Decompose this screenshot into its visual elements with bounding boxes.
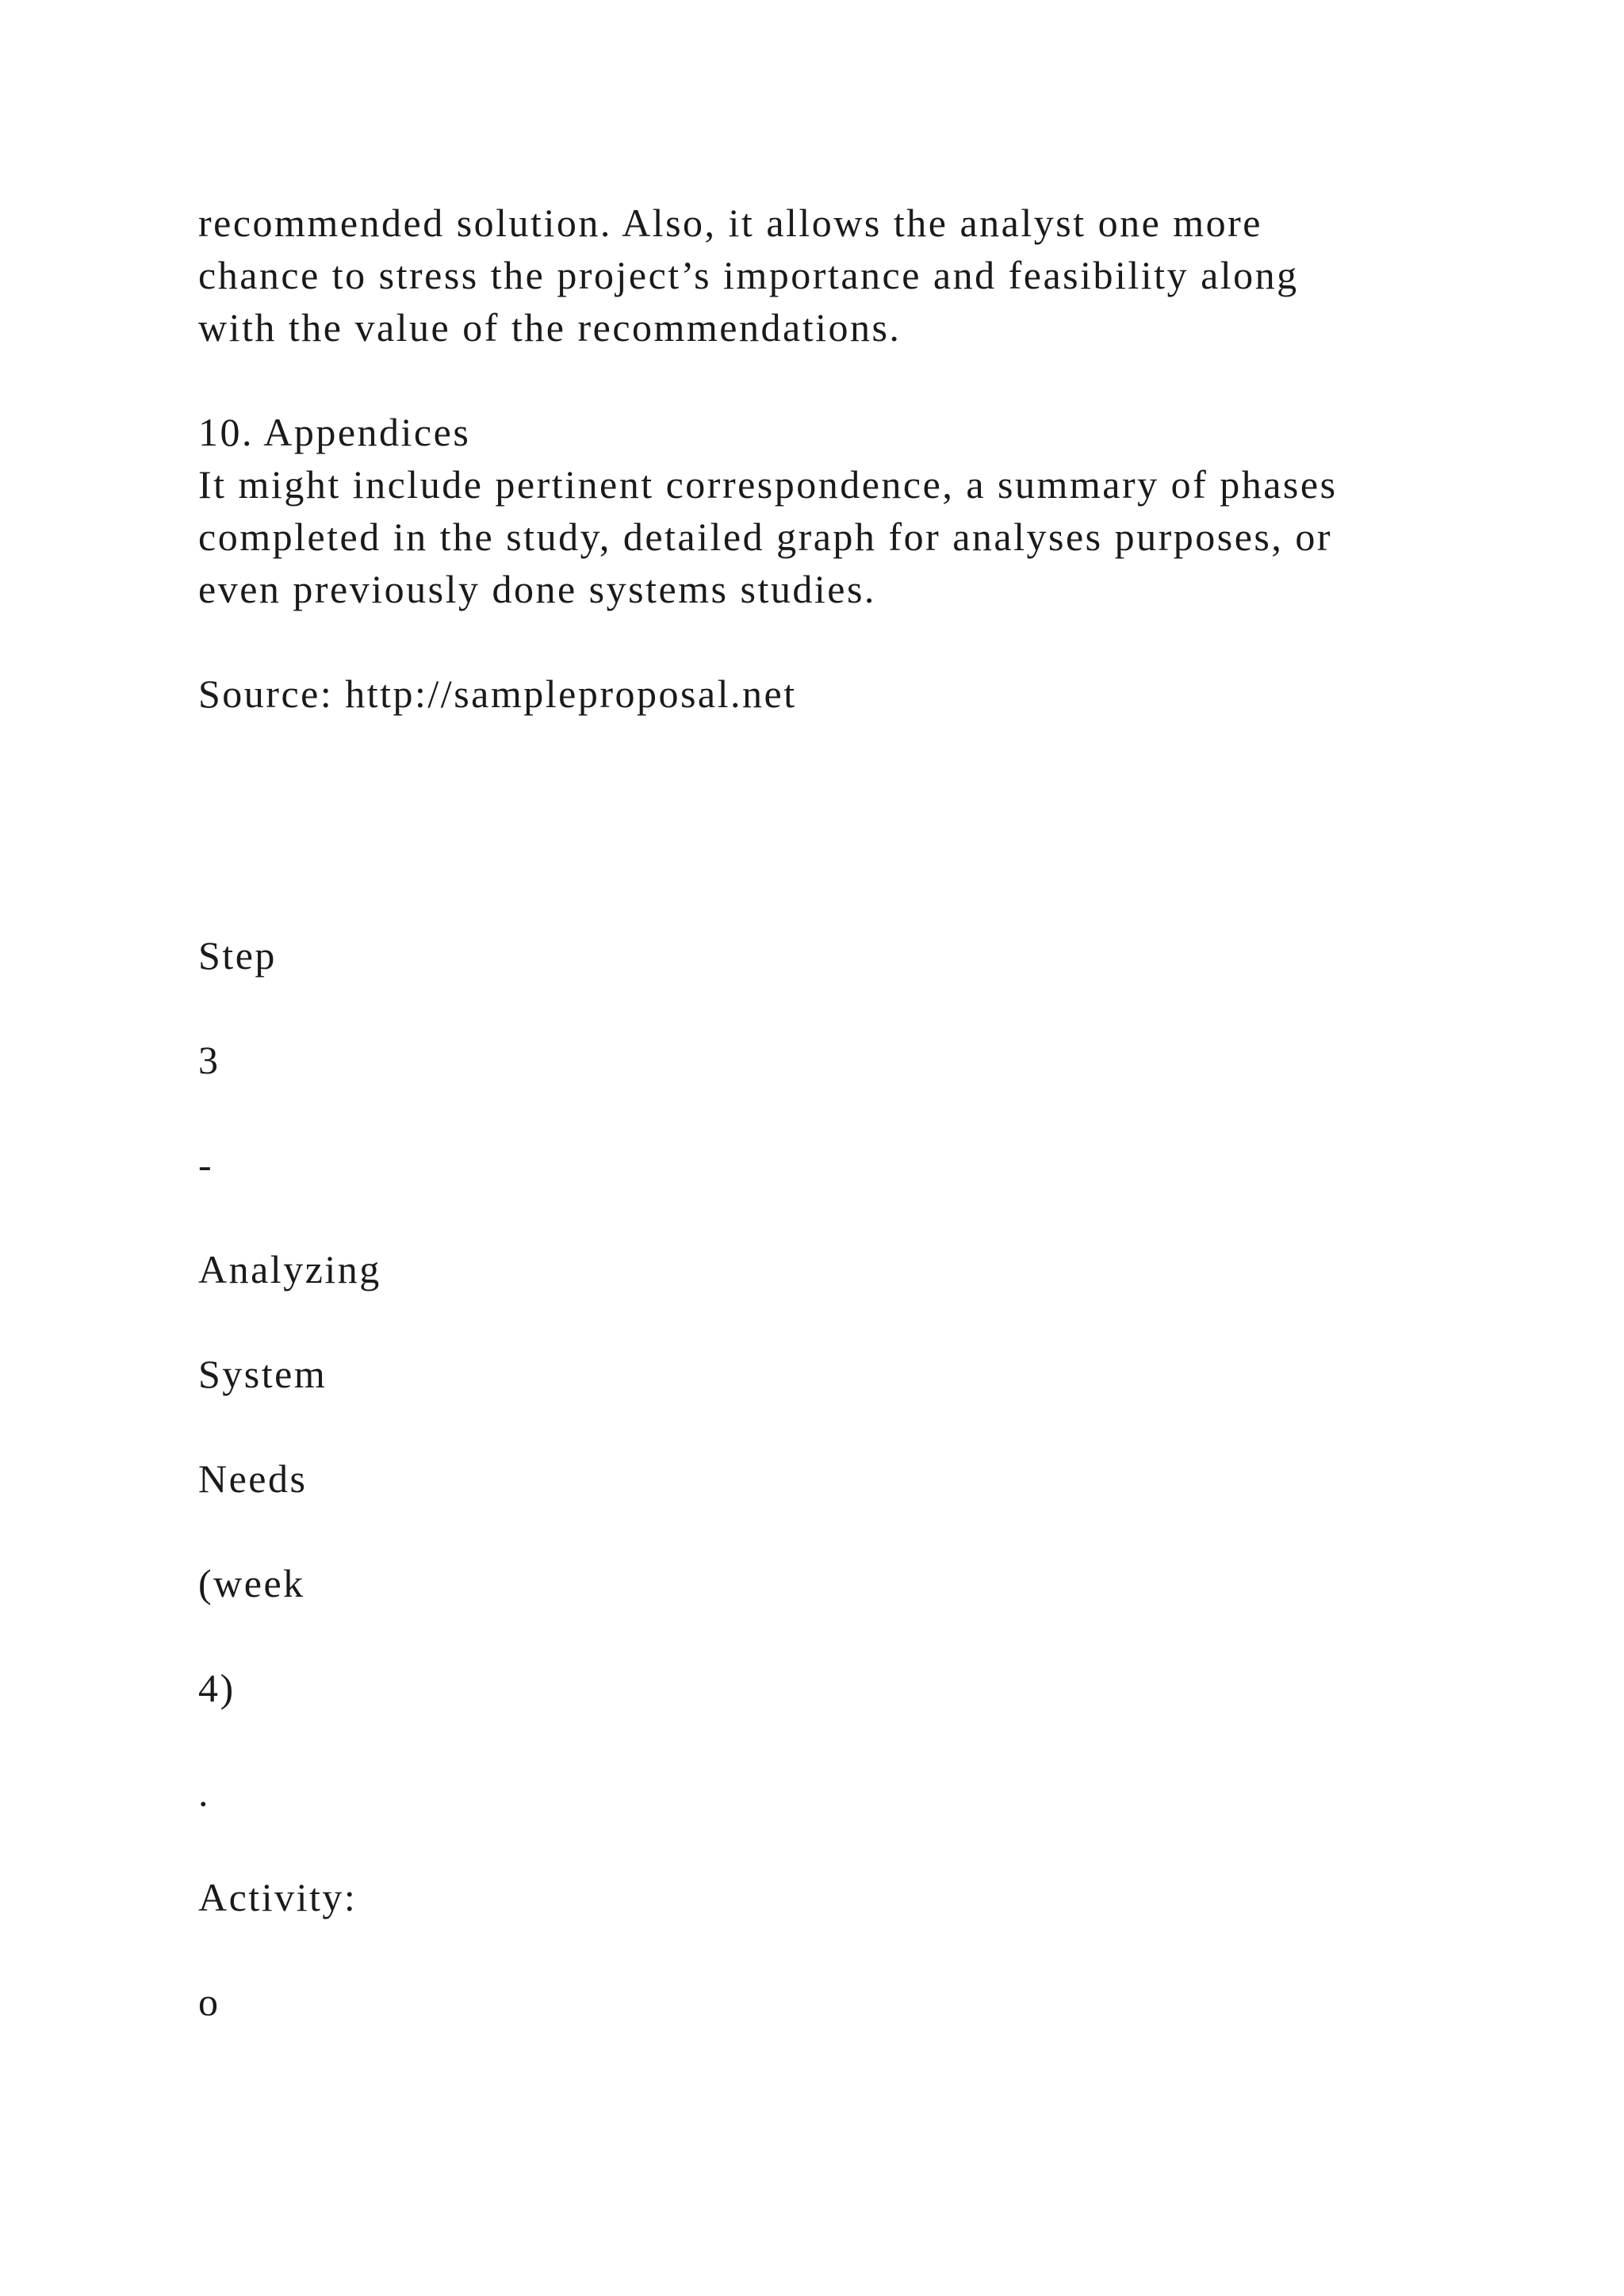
fragment-line: Activity: (198, 1875, 358, 1919)
fragment-line: . (198, 1770, 210, 1815)
fragment-line: Step (198, 933, 277, 978)
paragraph-line: chance to stress the project’s importance and feasibility along (198, 253, 1299, 297)
fragment-line: Analyzing (198, 1247, 381, 1292)
fragment-line: System (198, 1352, 327, 1396)
fragment-line: (week (198, 1561, 305, 1605)
source-citation: Source: http://sampleproposal.net (198, 672, 797, 716)
fragment-line: o (198, 1980, 220, 2024)
paragraph-line: even previously done systems studies. (198, 567, 876, 611)
paragraph-line: completed in the study, detailed graph for analyses purposes, or (198, 515, 1333, 559)
fragment-line: Needs (198, 1456, 308, 1501)
paragraph-line: recommended solution. Also, it allows the analyst one more (198, 201, 1262, 245)
paragraph-line: It might include pertinent correspondence, a summary of phases (198, 462, 1338, 507)
section-heading-appendices: 10. Appendices (198, 410, 471, 454)
fragment-line: 4) (198, 1666, 236, 1710)
fragment-line: 3 (198, 1038, 220, 1082)
fragment-line: - (198, 1142, 214, 1187)
paragraph-line: with the value of the recommendations. (198, 305, 902, 350)
